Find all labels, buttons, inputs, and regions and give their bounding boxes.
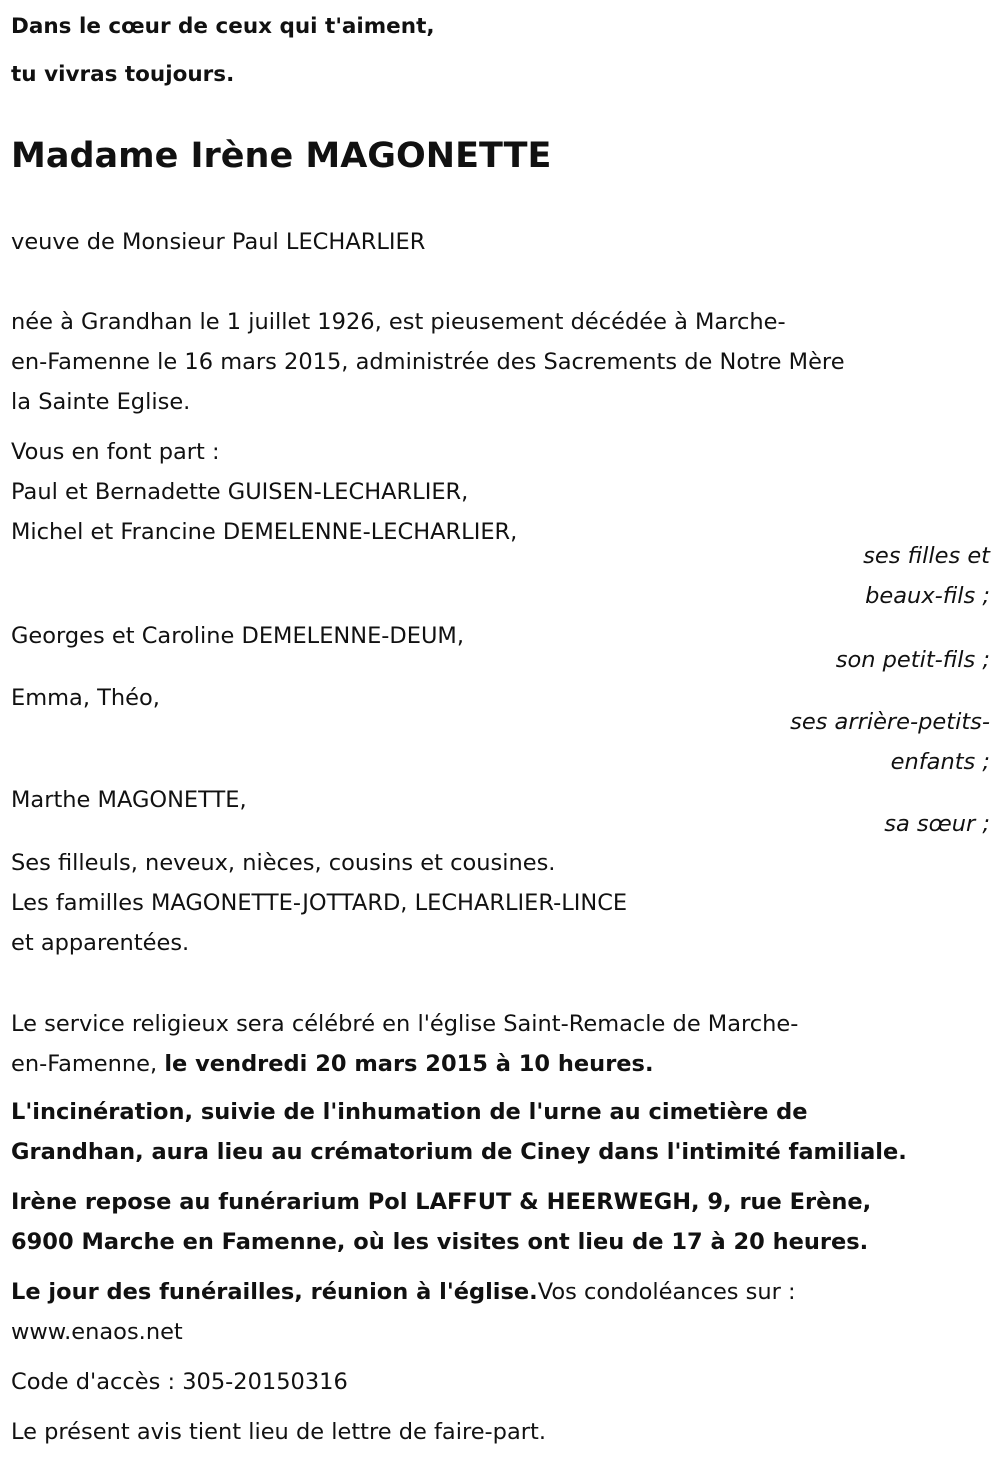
service-location-text: en-Famenne, xyxy=(11,1051,165,1077)
family-grandson: Georges et Caroline DEMELENNE-DEUM, xyxy=(11,623,464,649)
family-sister: Marthe MAGONETTE, xyxy=(11,787,247,813)
family-great-grandchildren: Emma, Théo, xyxy=(11,685,160,711)
service-line-2 xyxy=(11,1044,654,1084)
deceased-name: Madame Irène MAGONETTE xyxy=(11,136,552,176)
family-others-1: Ses filleuls, neveux, nièces, cousins et cousines. xyxy=(11,850,556,876)
service-date: le vendredi 20 mars 2015 à 10 heures. xyxy=(164,1051,654,1077)
rest-line-1: Irène repose au funérarium Pol LAFFUT & HEERWEGH, 9, rue Erène, xyxy=(11,1189,872,1215)
access-code: Code d'accès : 305-20150316 xyxy=(11,1369,348,1395)
birth-death-line-2: en-Famenne le 16 mars 2015, administrée des Sacrements de Notre Mère xyxy=(11,349,845,375)
epitaph-line-1: Dans le cœur de ceux qui t'aiment, xyxy=(11,14,435,39)
relation-great-grandchildren-1: ses arrière-petits- xyxy=(790,709,990,735)
relation-great-grandchildren-2: enfants ; xyxy=(890,749,990,775)
cremation-line-2: Grandhan, aura lieu au crématorium de Ciney dans l'intimité familiale. xyxy=(11,1139,907,1165)
birth-death-line-3: la Sainte Eglise. xyxy=(11,389,191,415)
service-line-1: Le service religieux sera célébré en l'église Saint-Remacle de Marche- xyxy=(11,1011,799,1037)
widow-of-line: veuve de Monsieur Paul LECHARLIER xyxy=(11,229,426,255)
family-daughters-1: Paul et Bernadette GUISEN-LECHARLIER, xyxy=(11,479,469,505)
relation-daughters-1: ses filles et xyxy=(863,543,990,569)
family-others-3: et apparentées. xyxy=(11,930,190,956)
rest-line-2: 6900 Marche en Famenne, où les visites ont lieu de 17 à 20 heures. xyxy=(11,1229,869,1255)
condolences-website: www.enaos.net xyxy=(11,1319,183,1345)
epitaph-line-2: tu vivras toujours. xyxy=(11,62,235,87)
relation-grandson: son petit-fils ; xyxy=(835,647,990,673)
announce-intro: Vous en font part : xyxy=(11,439,220,465)
funeral-day-meeting: Le jour des funérailles, réunion à l'église. xyxy=(11,1279,538,1305)
closing-note: Le présent avis tient lieu de lettre de faire-part. xyxy=(11,1419,546,1445)
condolences-text: Vos condoléances sur : xyxy=(537,1279,796,1305)
family-daughters-2: Michel et Francine DEMELENNE-LECHARLIER, xyxy=(11,519,518,545)
funeral-day-line xyxy=(11,1272,796,1312)
relation-daughters-2: beaux-fils ; xyxy=(865,583,990,609)
birth-death-line-1: née à Grandhan le 1 juillet 1926, est pieusement décédée à Marche- xyxy=(11,309,786,335)
cremation-line-1: L'incinération, suivie de l'inhumation de l'urne au cimetière de xyxy=(11,1099,808,1125)
family-others-2: Les familles MAGONETTE-JOTTARD, LECHARLIER-LINCE xyxy=(11,890,628,916)
relation-sister: sa sœur ; xyxy=(884,811,990,837)
